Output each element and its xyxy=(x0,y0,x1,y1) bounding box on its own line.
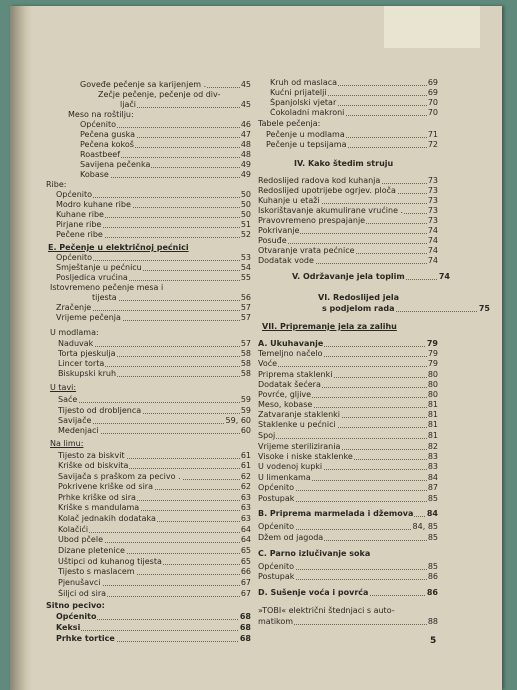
toc-entry-page: 80 xyxy=(427,370,438,379)
toc-entry-page: 81 xyxy=(427,431,438,440)
toc-entry xyxy=(57,339,252,349)
toc-entry-page: 88 xyxy=(427,617,438,626)
toc-entry-title: Torta pjeskulja xyxy=(58,349,116,358)
toc-entry-title: ljači xyxy=(120,100,136,109)
toc-entry-title: Prhke tortice xyxy=(56,634,115,643)
toc-entry-page: 61 xyxy=(240,451,251,460)
toc-entry-page: 86 xyxy=(427,572,438,581)
toc-entry-page: 79 xyxy=(427,359,438,368)
toc-entry-title: matikom xyxy=(258,617,294,626)
toc-entry-title: Tabele pečenja: xyxy=(258,119,321,128)
toc-entry-title: Temeljno načelo xyxy=(258,349,323,358)
toc-entry-page: 65 xyxy=(240,546,251,555)
toc-entry xyxy=(257,533,439,543)
toc-entry-page: 74 xyxy=(438,272,450,281)
toc-entry-title: Smještanje u pećnicu xyxy=(56,263,142,272)
toc-entry-title: Redoslijed upotrijebe ogrjev. ploča xyxy=(258,186,396,195)
toc-entry xyxy=(55,303,252,313)
toc-entry-page: 64 xyxy=(240,525,251,534)
toc-entry xyxy=(57,451,252,461)
toc-entry xyxy=(269,98,439,108)
toc-entry-title: Dodatak vode xyxy=(258,256,314,265)
toc-entry-page: 81 xyxy=(427,410,438,419)
toc-entry-page: 83 xyxy=(427,462,438,471)
toc-entry-title: Pirjane ribe xyxy=(56,220,102,229)
toc-entry-title: tijesta xyxy=(92,293,117,302)
toc-entry xyxy=(55,210,252,220)
toc-entry-title: Džem od jagoda xyxy=(258,533,324,542)
toc-entry-title: Keksi xyxy=(56,623,81,632)
toc-entry xyxy=(265,130,439,140)
book-page xyxy=(10,6,502,690)
toc-entry-page: 63 xyxy=(240,493,251,502)
toc-entry-title: Meso na roštilju: xyxy=(68,110,134,119)
toc-entry xyxy=(257,119,439,129)
toc-entry xyxy=(269,88,439,98)
toc-entry-page: 80 xyxy=(427,380,438,389)
toc-entry-page: 85 xyxy=(427,494,438,503)
toc-entry xyxy=(55,230,252,240)
toc-entry-title: Pravovremeno prespajanje xyxy=(258,216,366,225)
toc-entry-title: Općenito xyxy=(80,120,117,129)
toc-entry-title: Općenito xyxy=(258,562,295,571)
toc-entry-title: Iskorištavanje akumulirane vrućine . xyxy=(258,206,404,215)
toc-entry-page: 73 xyxy=(427,196,438,205)
toc-entry-title: Na limu: xyxy=(50,439,84,448)
toc-entry-page: 83 xyxy=(427,452,438,461)
toc-entry-page: 81 xyxy=(427,420,438,429)
toc-entry xyxy=(57,349,252,359)
toc-entry xyxy=(257,176,439,186)
toc-entry-title: Povrće, gljive xyxy=(258,390,312,399)
page-spine-shadow xyxy=(10,6,32,690)
toc-entry xyxy=(257,462,439,472)
toc-entry xyxy=(257,216,439,226)
dot-leader xyxy=(55,630,252,631)
toc-entry xyxy=(257,617,439,627)
toc-entry xyxy=(257,431,439,441)
page-number: 5 xyxy=(430,636,437,646)
toc-entry-page: 75 xyxy=(478,304,490,313)
toc-entry-page: 51 xyxy=(240,220,251,229)
toc-entry-page: 73 xyxy=(427,206,438,215)
toc-entry xyxy=(257,349,439,359)
toc-entry xyxy=(57,514,252,524)
toc-entry-page: 65 xyxy=(240,557,251,566)
toc-entry-page: 53 xyxy=(240,253,251,262)
toc-entry-page: 48 xyxy=(240,150,251,159)
toc-entry-page: 85 xyxy=(427,533,438,542)
toc-entry xyxy=(257,226,439,236)
toc-entry-title: Savijača s praškom za pecivo . xyxy=(58,472,181,481)
toc-entry xyxy=(49,328,252,338)
toc-entry-title: A. Ukuhavanje xyxy=(258,339,324,348)
toc-entry-title: Biskupski kruh xyxy=(58,369,117,378)
toc-entry-title: Lincer torta xyxy=(58,359,105,368)
toc-entry xyxy=(265,140,439,150)
toc-entry xyxy=(57,395,252,405)
toc-entry-title: IV. Kako štedim struju xyxy=(294,159,394,168)
toc-entry-page: 74 xyxy=(427,226,438,235)
toc-entry-page: 67 xyxy=(240,589,251,598)
toc-entry-title: s podjelom rada xyxy=(322,304,395,313)
toc-entry xyxy=(257,390,439,400)
toc-entry xyxy=(257,473,439,483)
toc-entry-page: 58 xyxy=(240,359,251,368)
toc-entry xyxy=(257,186,439,196)
toc-entry xyxy=(257,236,439,246)
toc-entry-title: Čokoladni makroni xyxy=(270,108,345,117)
toc-entry-page: 64 xyxy=(240,535,251,544)
toc-entry xyxy=(57,546,252,556)
toc-entry xyxy=(49,439,252,449)
toc-entry xyxy=(257,256,439,266)
toc-entry xyxy=(257,206,439,216)
toc-entry xyxy=(257,483,439,493)
toc-entry xyxy=(49,283,252,293)
toc-entry-page: 49 xyxy=(240,170,251,179)
toc-entry-title: Saće xyxy=(58,395,78,404)
toc-entry-title: Kolačići xyxy=(58,525,89,534)
toc-entry-title: V. Održavanje jela toplim xyxy=(292,272,405,281)
toc-entry-title: Kriške od biskvita xyxy=(58,461,129,470)
toc-entry xyxy=(55,273,252,283)
toc-entry-title: Kriške s mandulama xyxy=(58,503,140,512)
toc-entry-page: 56 xyxy=(240,293,251,302)
toc-entry-page: 80 xyxy=(427,390,438,399)
toc-entry-page: 54 xyxy=(240,263,251,272)
toc-entry-title: Meso, kobase xyxy=(258,400,313,409)
toc-entry-title: Ubod pčele xyxy=(58,535,103,544)
toc-entry-page: 45 xyxy=(240,100,251,109)
toc-entry xyxy=(257,588,439,598)
toc-entry xyxy=(257,442,439,452)
toc-entry-page: 48 xyxy=(240,140,251,149)
toc-entry-title: Općenito xyxy=(258,522,295,531)
toc-entry-page: 86 xyxy=(426,588,438,597)
toc-entry-title: U tavi: xyxy=(50,383,77,392)
toc-entry-title: Posljedica vrućina xyxy=(56,273,128,282)
dot-leader xyxy=(257,366,439,367)
toc-entry-title: D. Sušenje voća i povrća xyxy=(258,588,369,597)
toc-entry xyxy=(257,549,439,559)
toc-entry xyxy=(317,293,477,303)
toc-entry-page: 84, 85 xyxy=(412,522,438,531)
toc-entry xyxy=(45,180,252,190)
toc-entry-page: 82 xyxy=(427,442,438,451)
toc-entry xyxy=(257,452,439,462)
toc-entry xyxy=(257,522,439,532)
toc-entry-title: B. Priprema marmelada i džemova xyxy=(258,509,414,518)
toc-entry xyxy=(55,263,252,273)
toc-entry-title: U modlama: xyxy=(50,328,99,337)
toc-entry-page: 87 xyxy=(427,483,438,492)
toc-entry-title: VII. Pripremanje jela za zalihu xyxy=(262,322,397,331)
toc-entry-title: Savijena pečenka xyxy=(80,160,151,169)
toc-entry-title: Ribe: xyxy=(46,180,67,189)
toc-entry-title: »TOBI« električni štednjaci s auto- xyxy=(258,606,395,615)
toc-entry-title: Pokrivanje xyxy=(258,226,300,235)
toc-entry-title: Općenito xyxy=(56,612,97,621)
toc-entry xyxy=(57,406,252,416)
toc-entry-title: Kolač jednakih dodataka xyxy=(58,514,156,523)
toc-entry-title: Tijesto za biskvit xyxy=(58,451,125,460)
toc-entry-title: Općenito xyxy=(56,190,93,199)
toc-entry-page: 50 xyxy=(240,190,251,199)
toc-entry-page: 69 xyxy=(427,78,438,87)
toc-entry xyxy=(257,339,439,349)
toc-entry xyxy=(257,494,439,504)
toc-entry xyxy=(57,493,252,503)
toc-entry-page: 59 xyxy=(240,406,251,415)
toc-entry-title: U vodenoj kupki xyxy=(258,462,323,471)
toc-entry-title: Redoslijed radova kod kuhanja xyxy=(258,176,381,185)
toc-entry xyxy=(57,416,252,426)
toc-entry-page: 79 xyxy=(426,339,438,348)
toc-entry-page: 73 xyxy=(427,216,438,225)
toc-entry-page: 85 xyxy=(427,562,438,571)
toc-entry-page: 50 xyxy=(240,210,251,219)
toc-entry-page: 58 xyxy=(240,369,251,378)
toc-entry-page: 74 xyxy=(427,236,438,245)
toc-entry-title: Zečje pečenje, pečenje od div- xyxy=(98,90,221,99)
toc-entry-page: 63 xyxy=(240,514,251,523)
toc-entry-title: Pečenje u tepsijama xyxy=(266,140,347,149)
toc-entry-page: 81 xyxy=(427,400,438,409)
toc-entry-page: 47 xyxy=(240,130,251,139)
toc-entry-title: Pjenušavci xyxy=(58,578,101,587)
toc-entry xyxy=(291,272,451,282)
toc-entry-title: Sitno pecivo: xyxy=(46,601,105,610)
toc-entry-page: 67 xyxy=(240,578,251,587)
toc-entry-page: 62 xyxy=(240,482,251,491)
toc-entry-title: Savijače xyxy=(58,416,92,425)
toc-entry-title: Kruh od maslaca xyxy=(270,78,338,87)
toc-entry-title: Postupak xyxy=(258,572,295,581)
toc-entry-title: Pokrivene kriške od sira xyxy=(58,482,153,491)
toc-entry-title: Pečena guska xyxy=(80,130,136,139)
toc-entry-page: 68 xyxy=(239,634,251,643)
toc-entry-page: 74 xyxy=(427,246,438,255)
toc-entry-title: Kuhanje u etaži xyxy=(258,196,320,205)
dot-leader xyxy=(257,438,439,439)
toc-entry-title: E. Pečenje u električnoj pećnici xyxy=(48,243,189,252)
toc-entry xyxy=(67,110,252,120)
toc-entry xyxy=(257,606,439,616)
toc-entry xyxy=(257,359,439,369)
toc-entry-page: 57 xyxy=(240,313,251,322)
toc-entry xyxy=(257,370,439,380)
toc-entry xyxy=(55,313,252,323)
toc-entry-page: 62 xyxy=(240,472,251,481)
toc-entry-title: Voće xyxy=(258,359,278,368)
dot-leader xyxy=(119,107,252,108)
toc-entry-title: Dizane pletenice xyxy=(58,546,125,555)
paper-label-strip xyxy=(384,6,480,48)
toc-entry xyxy=(57,578,252,588)
toc-entry-title: Priprema staklenki xyxy=(258,370,333,379)
toc-entry xyxy=(321,304,491,314)
toc-entry-title: Spoj xyxy=(258,431,276,440)
toc-entry xyxy=(269,78,439,88)
toc-entry xyxy=(57,525,252,535)
toc-entry-page: 73 xyxy=(427,176,438,185)
toc-entry xyxy=(57,503,252,513)
toc-entry-title: Kućni prijatelji xyxy=(270,88,327,97)
toc-entry xyxy=(57,472,252,482)
dot-leader xyxy=(57,402,252,403)
toc-entry xyxy=(57,369,252,379)
toc-entry-title: Zatvaranje staklenki xyxy=(258,410,341,419)
toc-entry-title: C. Parno izlučivanje soka xyxy=(258,549,371,558)
toc-entry-title: Staklenke u pećnici xyxy=(258,420,336,429)
toc-entry-title: Općenito xyxy=(258,483,295,492)
toc-entry-title: Visoke i niske staklenke xyxy=(258,452,353,461)
toc-entry xyxy=(97,90,252,100)
toc-entry xyxy=(257,562,439,572)
toc-entry xyxy=(257,400,439,410)
toc-entry xyxy=(79,120,252,130)
toc-entry xyxy=(49,383,252,393)
toc-entry-title: Uštipci od kuhanog tijesta xyxy=(58,557,162,566)
toc-entry xyxy=(57,535,252,545)
toc-entry-page: 68 xyxy=(239,623,251,632)
toc-entry xyxy=(79,170,252,180)
toc-entry-title: Kobase xyxy=(80,170,109,179)
toc-entry-page: 84 xyxy=(426,509,438,518)
toc-entry xyxy=(47,243,252,253)
toc-entry-page: 59 xyxy=(240,395,251,404)
toc-entry xyxy=(57,567,252,577)
toc-entry-title: Tijesto s maslacem xyxy=(58,567,135,576)
toc-entry xyxy=(57,482,252,492)
toc-entry xyxy=(57,461,252,471)
toc-entry-page: 73 xyxy=(427,186,438,195)
toc-entry xyxy=(55,634,252,644)
toc-entry xyxy=(91,293,252,303)
toc-entry xyxy=(45,601,252,611)
toc-entry-page: 68 xyxy=(239,612,251,621)
toc-entry xyxy=(257,420,439,430)
toc-entry xyxy=(79,150,252,160)
toc-entry-page: 69 xyxy=(427,88,438,97)
toc-entry xyxy=(55,253,252,263)
toc-entry xyxy=(79,160,252,170)
toc-entry-page: 55 xyxy=(240,273,251,282)
toc-entry-title: Zračenje xyxy=(56,303,92,312)
toc-entry xyxy=(293,159,439,169)
toc-entry-title: Medenjaci xyxy=(58,426,99,435)
toc-entry-page: 45 xyxy=(240,80,251,89)
toc-entry-page: 79 xyxy=(427,349,438,358)
toc-entry-page: 72 xyxy=(427,140,438,149)
toc-entry-page: 59, 60 xyxy=(225,416,251,425)
toc-entry-page: 84 xyxy=(427,473,438,482)
toc-entry xyxy=(57,359,252,369)
toc-entry-title: Naduvak xyxy=(58,339,94,348)
toc-entry-page: 57 xyxy=(240,303,251,312)
toc-entry-title: Posuđe xyxy=(258,236,287,245)
toc-entry-page: 61 xyxy=(240,461,251,470)
toc-entry-title: Tijesto od drobljenca xyxy=(58,406,142,415)
toc-entry xyxy=(57,589,252,599)
toc-entry-page: 46 xyxy=(240,120,251,129)
toc-entry xyxy=(55,623,252,633)
toc-entry-title: Vrijeme pečenja xyxy=(56,313,121,322)
toc-entry xyxy=(79,130,252,140)
toc-entry-page: 49 xyxy=(240,160,251,169)
toc-entry-title: U limenkama xyxy=(258,473,311,482)
toc-entry-title: Pečena kokoš xyxy=(80,140,134,149)
toc-entry xyxy=(57,426,252,436)
toc-entry-title: Istovremeno pečenje mesa i xyxy=(50,283,164,292)
toc-entry-page: 52 xyxy=(240,230,251,239)
toc-entry-title: Goveđe pečenje sa karijenjem . xyxy=(80,80,207,89)
toc-entry-title: Roastbeef xyxy=(80,150,121,159)
toc-entry xyxy=(57,557,252,567)
toc-entry xyxy=(261,322,439,332)
toc-entry xyxy=(119,100,252,110)
toc-entry xyxy=(55,220,252,230)
toc-entry-title: VI. Redoslijed jela xyxy=(318,293,400,302)
toc-entry xyxy=(79,80,252,90)
toc-entry-page: 63 xyxy=(240,503,251,512)
toc-entry-page: 50 xyxy=(240,200,251,209)
toc-entry xyxy=(55,200,252,210)
toc-entry-title: Kuhane ribe xyxy=(56,210,104,219)
toc-entry-page: 60 xyxy=(240,426,251,435)
toc-entry-title: Modro kuhane ribe xyxy=(56,200,131,209)
toc-entry-title: Šiljci od sira xyxy=(58,589,107,598)
toc-entry xyxy=(55,190,252,200)
toc-entry xyxy=(269,108,439,118)
toc-entry xyxy=(257,410,439,420)
toc-entry-title: Općenito xyxy=(56,253,93,262)
toc-entry xyxy=(257,572,439,582)
toc-entry-page: 70 xyxy=(427,98,438,107)
toc-entry-page: 70 xyxy=(427,108,438,117)
toc-entry-title: Pečenje u modlama xyxy=(266,130,345,139)
toc-entry xyxy=(55,612,252,622)
toc-entry-page: 57 xyxy=(240,339,251,348)
toc-entry xyxy=(79,140,252,150)
toc-entry-title: Otvaranje vrata pećnice xyxy=(258,246,355,255)
toc-entry-page: 74 xyxy=(427,256,438,265)
toc-entry-title: Španjolski vjetar xyxy=(270,98,337,107)
toc-entry-page: 66 xyxy=(240,567,251,576)
toc-entry-title: Vrijeme sterilizirania xyxy=(258,442,341,451)
toc-entry xyxy=(257,196,439,206)
toc-entry-title: Postupak xyxy=(258,494,295,503)
toc-entry xyxy=(257,380,439,390)
toc-entry xyxy=(257,509,439,519)
toc-entry-title: Pečene ribe xyxy=(56,230,103,239)
toc-entry-title: Dodatak šećera xyxy=(258,380,321,389)
toc-entry-page: 71 xyxy=(427,130,438,139)
toc-entry-page: 58 xyxy=(240,349,251,358)
toc-entry xyxy=(257,246,439,256)
toc-entry-title: Prhke kriške od sira xyxy=(58,493,136,502)
